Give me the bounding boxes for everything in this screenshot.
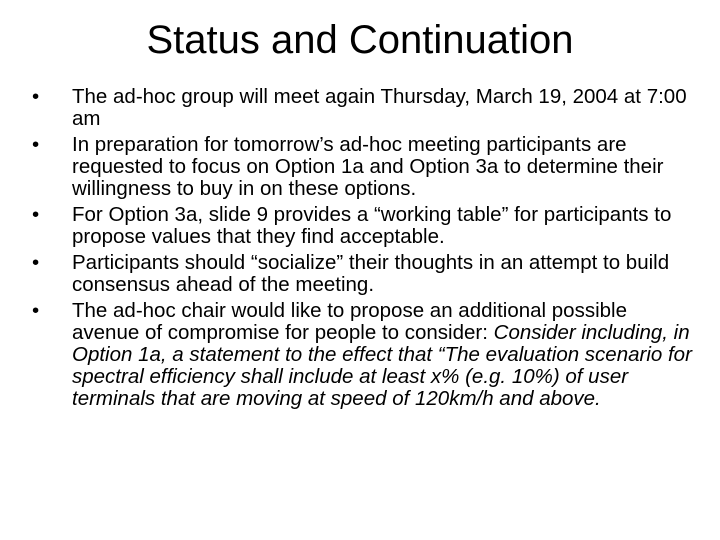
- bullet-icon: •: [32, 85, 40, 108]
- bullet-text: Participants should “socialize” their thoughts in an attempt to build consensus ahead of the meeting.: [72, 251, 670, 296]
- bullet-item-working-table: [32, 204, 692, 248]
- slide-title: Status and Continuation: [146, 18, 574, 62]
- bullet-icon: •: [32, 203, 40, 226]
- bullet-item-compromise: [32, 300, 692, 410]
- bullet-text: The ad-hoc group will meet again Thursday, March 19, 2004 at 7:00 am: [72, 85, 687, 130]
- bullet-item-preparation: [32, 134, 692, 200]
- bullet-item-socialize: [32, 252, 692, 296]
- bullet-item-meeting: [32, 86, 692, 130]
- bullet-icon: •: [32, 133, 40, 156]
- bullet-text: For Option 3a, slide 9 provides a “working table” for participants to propose values that they find acceptable.: [72, 203, 672, 248]
- bullet-text: In preparation for tomorrow’s ad-hoc meeting participants are requested to focus on Option 1a and Option 3a to determine their willingness to buy in on these options.: [72, 133, 664, 200]
- bullet-italic-proposal: Consider including, in Option 1a, a statement to the effect that “The evaluation scenario for spectral efficiency shall include at least x% (e.g. 10%) of user terminals that are moving at speed of 120km/h and above.: [72, 321, 692, 410]
- bullet-icon: •: [32, 299, 40, 322]
- bullet-text: The ad-hoc chair would like to propose an additional possible avenue of compromise for people to consider:: [72, 299, 627, 344]
- bullet-icon: •: [32, 251, 40, 274]
- bullet-list: [32, 86, 692, 414]
